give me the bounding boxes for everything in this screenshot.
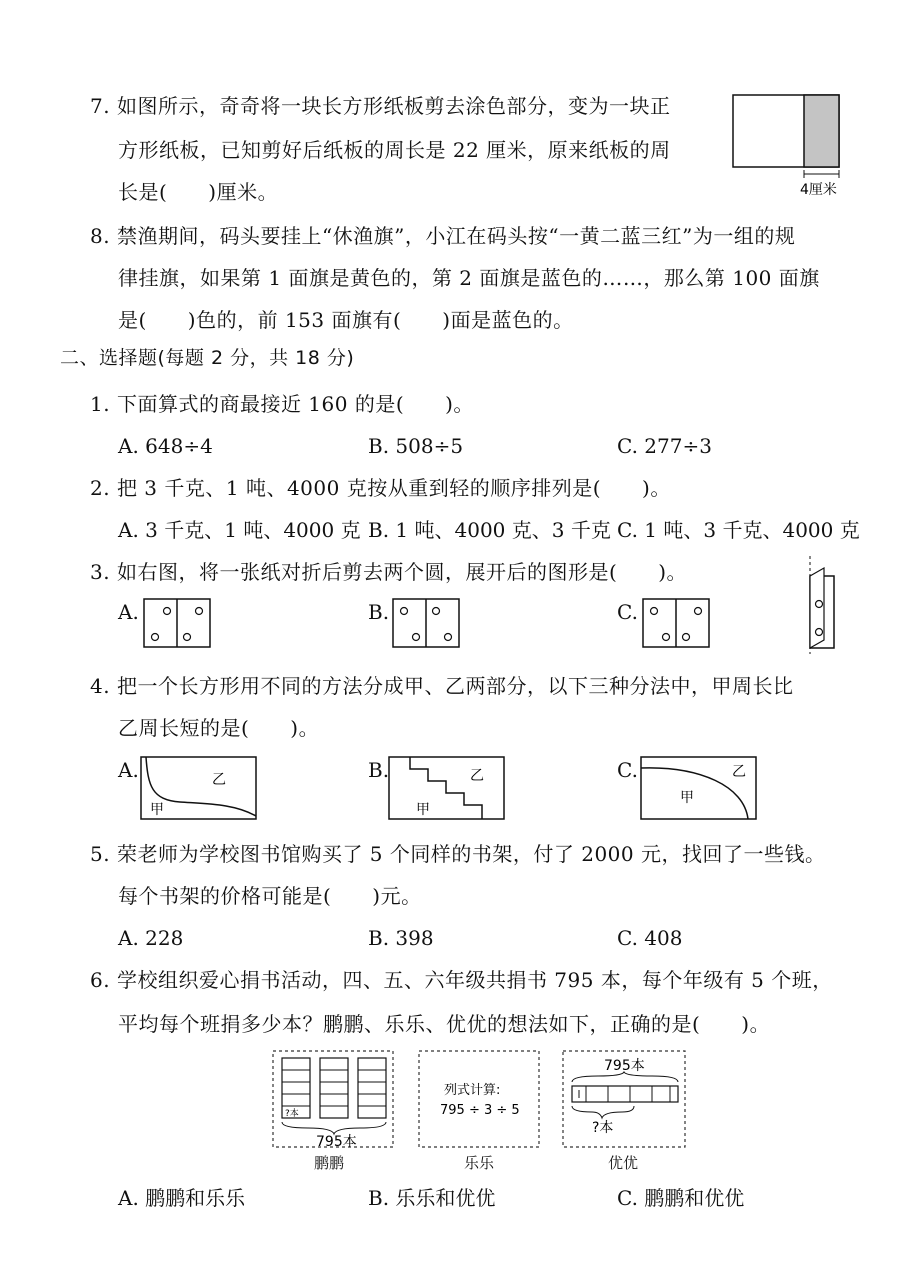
yi-label: 乙 [212, 772, 226, 788]
choice-3-option-b-label: B. [368, 600, 390, 624]
choice-4-line-2: 乙周长短的是( )。 [118, 716, 320, 740]
choice-5-option-c: C. 408 [617, 926, 683, 950]
jia-label: 甲 [150, 802, 164, 818]
choice-2-option-c: C. 1 吨、3 千克、4000 克 [617, 518, 860, 542]
choice-6-option-a: A. 鹏鹏和乐乐 [118, 1186, 246, 1210]
choice-3-option-c-figure [642, 598, 712, 650]
lele-expression: 795 ÷ 3 ÷ 5 [440, 1103, 520, 1118]
youyou-question-label: ?本 [592, 1120, 614, 1136]
choice-5-line-2: 每个书架的价格可能是( )元。 [118, 884, 422, 908]
choice-6-line-2: 平均每个班捐多少本？鹏鹏、乐乐、优优的想法如下，正确的是( )。 [118, 1012, 771, 1036]
choice-5-option-a: A. 228 [118, 926, 184, 950]
choice-4-option-a-label: A. [118, 758, 139, 782]
choice-2-stem: 2. 把 3 千克、1 吨、4000 克按从重到轻的顺序排列是( )。 [90, 476, 671, 500]
q8-line-3: 是( )色的，前 153 面旗有( )面是蓝色的。 [118, 308, 574, 332]
folded-paper-figure [800, 556, 840, 656]
yi-label: 乙 [732, 764, 746, 780]
youyou-diagram [562, 1050, 688, 1150]
jia-label: 甲 [416, 802, 430, 818]
choice-4-option-b-figure [388, 756, 508, 822]
q7-width-label: 4厘米 [800, 182, 837, 198]
choice-3-option-b-figure [392, 598, 462, 650]
choice-1-option-b: B. 508÷5 [368, 434, 464, 458]
lele-method-label: 列式计算: [444, 1083, 501, 1098]
yi-label: 乙 [470, 768, 484, 784]
q7-rectangle-figure [732, 94, 842, 204]
lele-caption: 乐乐 [464, 1154, 495, 1172]
choice-5-option-b: B. 398 [368, 926, 434, 950]
choice-2-option-a: A. 3 千克、1 吨、4000 克 [118, 518, 361, 542]
choice-3-option-c-label: C. [617, 600, 638, 624]
q8-line-2: 律挂旗，如果第 1 面旗是黄色的，第 2 面旗是蓝色的……，那么第 100 面旗 [118, 266, 820, 290]
choice-3-stem: 3. 如右图，将一张纸对折后剪去两个圆，展开后的图形是( )。 [90, 560, 688, 584]
choice-4-line-1: 4. 把一个长方形用不同的方法分成甲、乙两部分，以下三种分法中，甲周长比 [90, 674, 794, 698]
choice-3-option-a-label: A. [118, 600, 139, 624]
choice-3-option-a-figure [143, 598, 213, 650]
choice-6-option-b: B. 乐乐和优优 [368, 1186, 496, 1210]
lele-diagram [418, 1050, 542, 1150]
section-title: 二、选择题(每题 2 分，共 18 分) [60, 347, 355, 369]
q7-line-1: 7. 如图所示，奇奇将一块长方形纸板剪去涂色部分，变为一块正 [90, 94, 671, 118]
youyou-caption: 优优 [608, 1154, 639, 1172]
pengpeng-diagram [272, 1050, 396, 1150]
jia-label: 甲 [680, 790, 694, 806]
youyou-total-label: 795本 [604, 1058, 645, 1074]
choice-4-option-c-figure [640, 756, 760, 822]
choice-1-stem: 1. 下面算式的商最接近 160 的是( )。 [90, 392, 474, 416]
q8-line-1: 8. 禁渔期间，码头要挂上“休渔旗”，小江在码头按“一黄二蓝三红”为一组的规 [90, 224, 796, 248]
pengpeng-question-label: ?本 [285, 1109, 299, 1119]
choice-4-option-a-figure [140, 756, 260, 822]
choice-1-option-a: A. 648÷4 [118, 434, 213, 458]
choice-6-line-1: 6. 学校组织爱心捐书活动，四、五、六年级共捐书 795 本，每个年级有 5 个班， [90, 968, 833, 992]
choice-4-option-b-label: B. [368, 758, 390, 782]
pengpeng-total-label: 795本 [316, 1134, 357, 1150]
q7-line-3: 长是( )厘米。 [118, 180, 279, 204]
pengpeng-caption: 鹏鹏 [314, 1154, 345, 1172]
choice-1-option-c: C. 277÷3 [617, 434, 712, 458]
choice-4-option-c-label: C. [617, 758, 638, 782]
choice-2-option-b: B. 1 吨、4000 克、3 千克 [368, 518, 611, 542]
choice-5-line-1: 5. 荣老师为学校图书馆购买了 5 个同样的书架，付了 2000 元，找回了一些钱。 [90, 842, 826, 866]
q7-line-2: 方形纸板，已知剪好后纸板的周长是 22 厘米，原来纸板的周 [118, 138, 671, 162]
choice-6-option-c: C. 鹏鹏和优优 [617, 1186, 745, 1210]
